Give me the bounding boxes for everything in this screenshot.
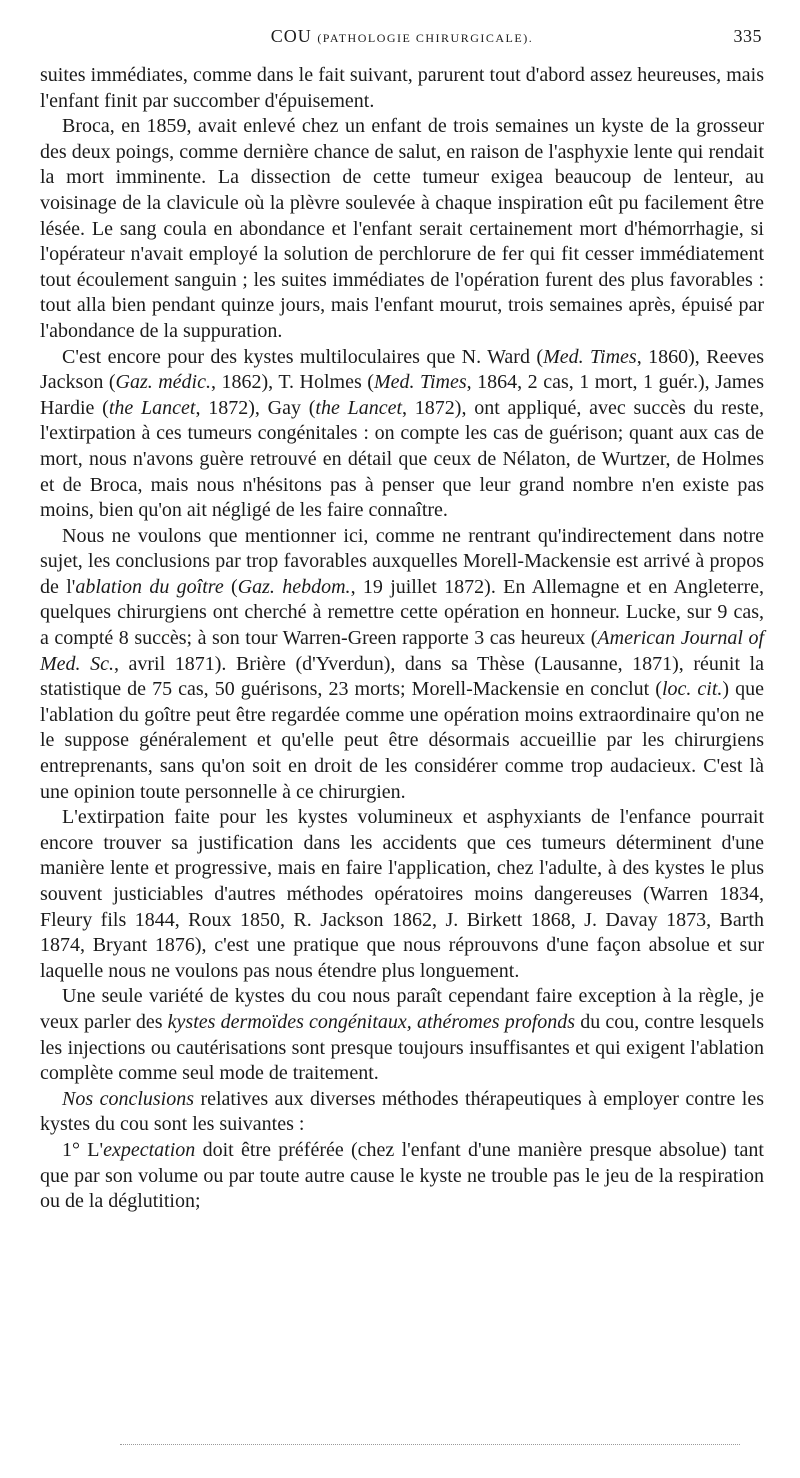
paragraph bbox=[40, 805, 764, 984]
italic-text: ablation du goître bbox=[75, 575, 224, 598]
text-segment: L'extirpation faite pour les kystes volumineux et asphyxiants de l'enfance pourrait encore trouver sa justification dans les accidents que ces tumeurs déterminent d'une manière lente et progressive, mais en faire l'application, chez l'adulte, à des kystes le plus souvent justiciables d'autres méthodes opératoires moins dangereuses (Warren 1834, Fleury fils 1844, Roux 1850, R. Jackson 1862, J. Birkett 1868, J. Davay 1873, Barth 1874, Bryant 1876), c'est une pratique que nous réprouvons d'une façon absolue et sur laquelle nous ne voulons pas nous étendre plus longuement. bbox=[40, 806, 764, 982]
text-segment: 1° L' bbox=[62, 1138, 104, 1161]
text-segment: , 1860), Reeves Jackson ( bbox=[40, 345, 764, 394]
text-segment: Nous ne voulons que mentionner ici, comme ne rentrant qu'indirectement dans notre sujet, les conclusions par trop favorables auxquelles Morell-Mackensie est arrivé à propos de l' bbox=[40, 524, 764, 598]
header-title-sub: (PATHOLOGIE CHIRURGICALE). bbox=[317, 31, 534, 45]
italic-text: American Journal of Med. Sc. bbox=[40, 627, 764, 675]
header-title-main: COU bbox=[270, 26, 312, 46]
text-segment: relatives aux diverses méthodes thérapeutiques à employer contre les kystes du cou sont les suivantes : bbox=[40, 1087, 764, 1136]
italic-text: Gaz. médic. bbox=[115, 371, 211, 394]
header-title bbox=[271, 26, 533, 47]
italic-text: Med. Times bbox=[543, 345, 637, 368]
paragraph bbox=[40, 114, 764, 344]
italic-text: Gaz. hebdom. bbox=[237, 575, 351, 598]
body-text bbox=[40, 63, 764, 1215]
italic-text: Nos conclusions bbox=[62, 1087, 194, 1110]
text-segment: ( bbox=[223, 575, 238, 598]
footer-rule bbox=[120, 1444, 740, 1445]
italic-text: Med. Times bbox=[373, 371, 467, 394]
text-segment: ) que l'ablation du goître peut être regardée comme une opération moins extraordinaire qu'on ne le suppose généralement et qu'elle peut être désormais accueillie par les chirurgiens entreprenants, sans qu'on soit en droit de les considérer comme trop audacieux. C'est là une opinion toute personnelle à ce chirurgien. bbox=[40, 678, 765, 803]
paragraph bbox=[40, 984, 764, 1086]
text-segment: du cou, contre lesquels les injections ou cautérisations sont presque toujours insuffisantes et qui exigent l'ablation complète comme seul mode de traitement. bbox=[40, 1010, 765, 1085]
text-segment: , avril 1871). Brière (d'Yverdun), dans sa Thèse (Lausanne, 1871), réunit la statistique de 75 cas, 50 guérisons, 23 morts; Morell-Mackensie en conclut ( bbox=[40, 652, 764, 701]
italic-text: expectation bbox=[103, 1138, 196, 1161]
paragraph bbox=[40, 524, 764, 806]
paragraph bbox=[40, 63, 764, 114]
text-segment: , 1872), Gay ( bbox=[195, 396, 316, 419]
text-segment: Une seule variété de kystes du cou nous paraît cependant faire exception à la règle, je veux parler des bbox=[40, 985, 764, 1033]
text-segment: doit être préférée (chez l'enfant d'une manière presque absolue) tant que par son volume ou par toute autre cause le kyste ne trouble pas le jeu de la respiration ou de la déglutition; bbox=[40, 1138, 764, 1213]
italic-text: the Lancet bbox=[315, 396, 403, 419]
paragraph bbox=[40, 345, 764, 524]
italic-text: kystes dermoïdes congénitaux, athéromes profonds bbox=[167, 1010, 576, 1033]
italic-text: the Lancet bbox=[108, 396, 196, 419]
text-segment: , 1862), T. Holmes ( bbox=[211, 371, 374, 394]
paragraph bbox=[40, 1138, 764, 1215]
text-segment: , 19 juillet 1872). En Allemagne et en Angleterre, quelques chirurgiens ont cherché à remettre cette opération en honneur. Lucke, sur 9 cas, a compté 8 succès; à son tour Warren-Green rapporte 3 cas heureux ( bbox=[40, 575, 764, 650]
running-header bbox=[40, 26, 764, 60]
text-segment: , 1864, 2 cas, 1 mort, 1 guér.), James Hardie ( bbox=[40, 371, 765, 419]
italic-text: loc. cit. bbox=[661, 678, 723, 701]
text-segment: suites immédiates, comme dans le fait suivant, parurent tout d'abord assez heureuses, mais l'enfant finit par succomber d'épuisement. bbox=[40, 64, 764, 112]
paragraph bbox=[40, 1087, 764, 1138]
text-segment: C'est encore pour des kystes multiloculaires que N. Ward ( bbox=[62, 345, 544, 368]
text-segment: , 1872), ont appliqué, avec succès du reste, l'extirpation à ces tumeurs congénitales : on compte les cas de guérison; quant aux cas de mort, nous n'avons guère retrouvé en détail que ceux de Nélaton, de Wurtzer, de Holmes et de Broca, mais nous n'hésitons pas à penser que leur grand nombre n'en existe pas moins, bien qu'on ait négligé de les faire connaître. bbox=[40, 396, 765, 522]
text-segment: Broca, en 1859, avait enlevé chez un enfant de trois semaines un kyste de la grosseur des deux poings, comme dernière chance de salut, en raison de l'asphyxie lente qui rendait la mort imminente. La dissection de cette tumeur exigea beaucoup de lenteur, au voisinage de la clavicule où la plèvre soulevée à chaque inspiration eût pu facilement être lésée. Le sang coula en abondance et l'enfant serait certainement mort d'hémorrhagie, si l'opérateur n'avait employé la solution de perchlorure de fer qui fit cesser immédiatement tout écoulement sanguin ; les suites immédiates de l'opération furent des plus favorables : tout alla bien pendant quinze jours, mais l'enfant mourut, trois semaines après, épuisé par l'abondance de la suppuration. bbox=[40, 115, 764, 342]
page-number: 335 bbox=[733, 26, 762, 46]
